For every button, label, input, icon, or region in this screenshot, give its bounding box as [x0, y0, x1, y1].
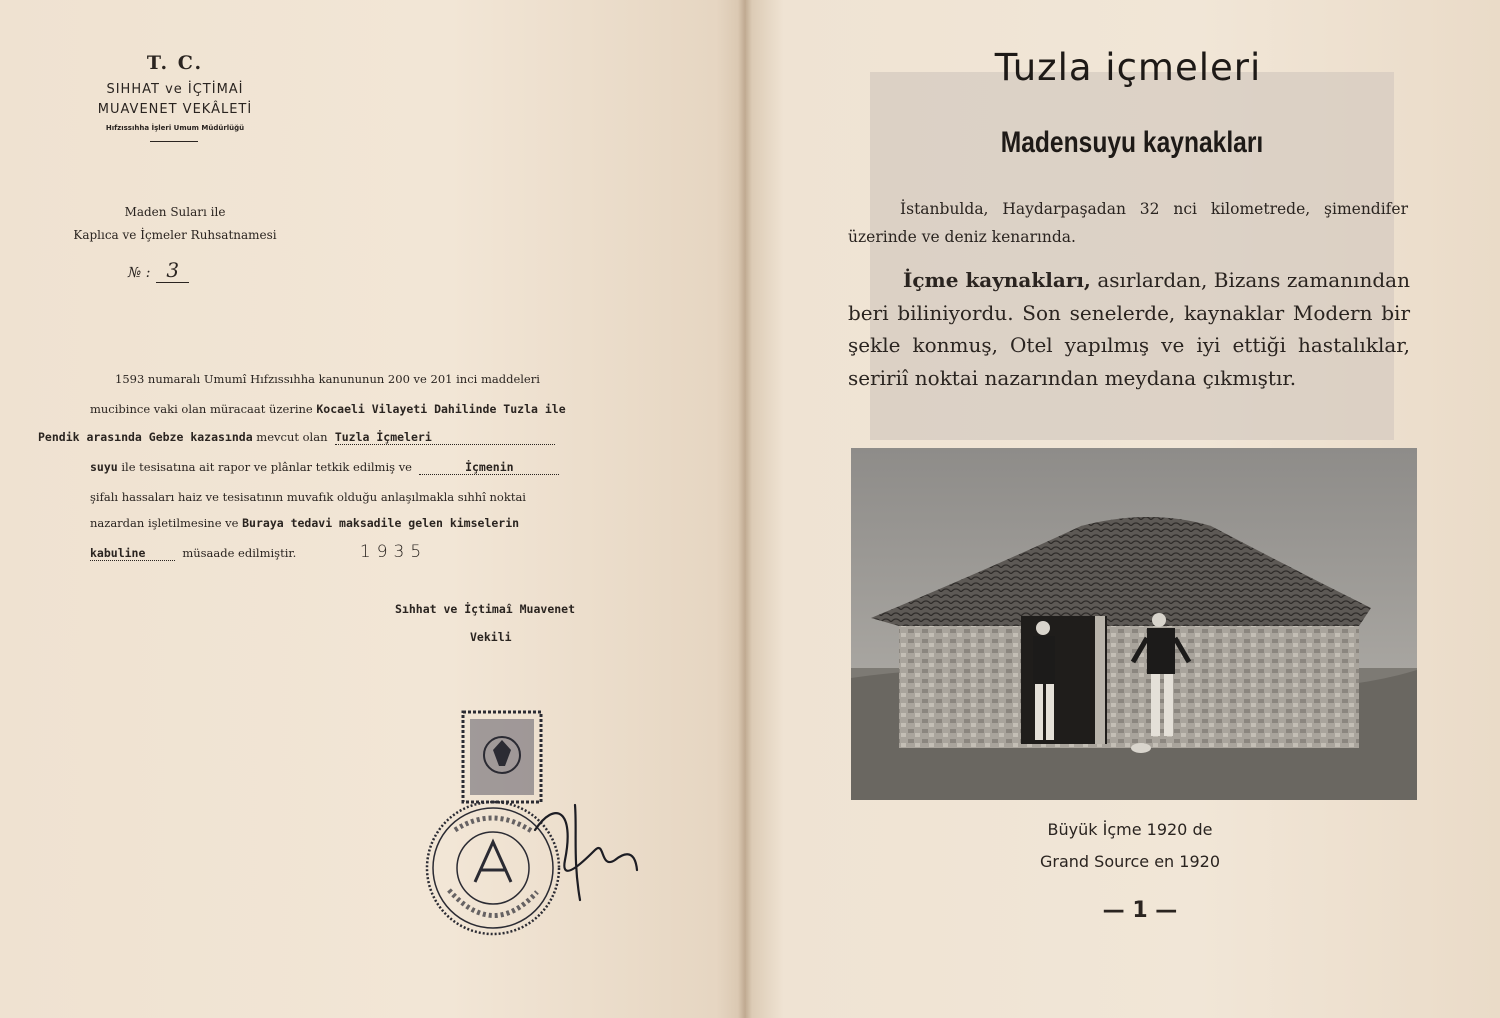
photo-caption-turkish: Büyük İçme 1920 de: [1047, 820, 1213, 839]
body-text: mucibince vaki olan müracaat üzerine: [90, 402, 313, 416]
license-body-line1: [115, 372, 540, 386]
paragraph-lead: İçme kaynakları,: [903, 268, 1091, 292]
signer-line2: Vekili: [470, 630, 512, 644]
license-body-line4: [90, 460, 559, 475]
page-title: Tuzla içmeleri: [994, 46, 1262, 89]
header-rule: [150, 141, 198, 142]
license-number-label: № :: [128, 265, 151, 281]
page-number: — 1 —: [1102, 898, 1178, 923]
paragraph-body: asırlardan, Bizans zamanından beri biliniyordu. Son senelerde, kaynaklar Modern bir şekle konmuş, Otel yapılmış ve iyi ettiği hastalıklar, seririî noktai nazarından meydana çıkmıştır.: [848, 268, 1410, 390]
license-body-line2: [90, 402, 566, 416]
license-body-line7: [90, 542, 427, 562]
historic-photo: [851, 448, 1417, 800]
license-body-line3: [38, 430, 555, 445]
body-text: müsaade edilmiştir.: [182, 546, 297, 560]
intro-text: İstanbulda, Haydarpaşadan 32 nci kilometrede, şimendifer üzerinde ve deniz kenarında.: [848, 200, 1408, 246]
seal-and-signature-icon: [425, 710, 645, 945]
signer-line1: Sıhhat ve İçtimaî Muavenet: [395, 602, 576, 616]
photo-caption-french: Grand Source en 1920: [1040, 852, 1220, 871]
stone-hut-photo-icon: [851, 448, 1417, 800]
license-title-line1: Maden Suları ile: [124, 205, 226, 219]
typed-text: Kocaeli Vilayeti Dahilinde Tuzla ile: [316, 402, 566, 416]
license-number-value: 3: [156, 258, 189, 283]
license-number: [128, 258, 189, 282]
typed-text: Tuzla İçmeleri: [335, 430, 555, 445]
handwritten-year: 1935: [359, 542, 428, 562]
typed-text: Pendik arasında Gebze kazasında: [38, 430, 253, 444]
typed-text: kabuline: [90, 546, 175, 561]
main-paragraph: [848, 264, 1410, 394]
book-gutter: [738, 0, 752, 1018]
body-text: şifalı hassaları haiz ve tesisatının muvafık olduğu anlaşılmakla sıhhî noktai: [90, 490, 526, 504]
header-ministry-line1: SIHHAT ve İÇTİMAİ: [106, 82, 244, 97]
body-text: ile tesisatına ait rapor ve plânlar tetkik edilmiş ve: [121, 460, 412, 474]
header-ministry-line2: MUAVENET VEKÂLETİ: [97, 102, 253, 117]
page-subtitle: Madensuyu kaynakları: [1000, 126, 1264, 159]
body-text: 1593 numaralı Umumî Hıfzıssıhha kanununun 200 ve 201 inci maddeleri: [115, 372, 540, 386]
license-body-line6: [90, 516, 519, 530]
typed-text: Buraya tedavi maksadile gelen kimselerin: [242, 516, 520, 530]
official-seal: [425, 710, 645, 945]
typed-text: İçmenin: [419, 460, 559, 475]
body-text: nazardan işletilmesine ve: [90, 516, 239, 530]
header-tc: T. C.: [146, 52, 204, 74]
typed-text: suyu: [90, 460, 118, 474]
header-directorate: Hıfzıssıhha İşleri Umum Müdürlüğü: [105, 124, 245, 132]
license-title-line2: Kaplıca ve İçmeler Ruhsatnamesi: [73, 228, 277, 242]
license-body-line5: [90, 490, 526, 504]
body-text: mevcut olan: [256, 430, 328, 444]
